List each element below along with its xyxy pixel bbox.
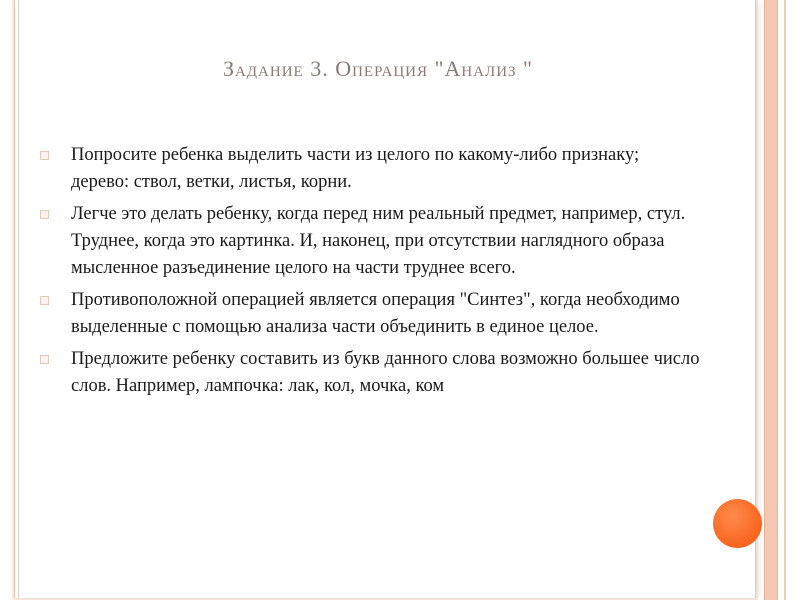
list-item [40,201,700,282]
bullet-text: Предложите ребенку составить из букв данного слова возможно большее число слов. Например, лампочка: лак, кол, мочка, ком [71,349,700,396]
slide-title: Задание 3. Операция "Анализ " [222,56,534,81]
bullet-list [40,142,700,405]
bullet-square-icon [40,151,49,160]
bullet-text: Легче это делать ребенку, когда перед ним реальный предмет, например, стул. Труднее, когда это картинка. И, наконец, при отсутствии наглядного образа мысленное разъединение целого на части труднее всего. [71,204,686,278]
bullet-square-icon [40,355,49,364]
orange-circle-decoration [713,499,762,548]
bullet-square-icon [40,210,49,219]
list-item [40,142,700,196]
bullet-square-icon [40,296,49,305]
list-item [40,346,700,400]
bullet-text: Противоположной операцией является операция "Синтез", когда необходимо выделенные с помощью анализа части объединить в единое целое. [71,290,680,337]
bullet-text: Попросите ребенка выделить части из целого по какому-либо признаку; дерево: ствол, ветки, листья, корни. [71,145,640,192]
decorative-stripe-thin [784,0,786,600]
list-item [40,287,700,341]
decorative-stripe [764,0,778,600]
